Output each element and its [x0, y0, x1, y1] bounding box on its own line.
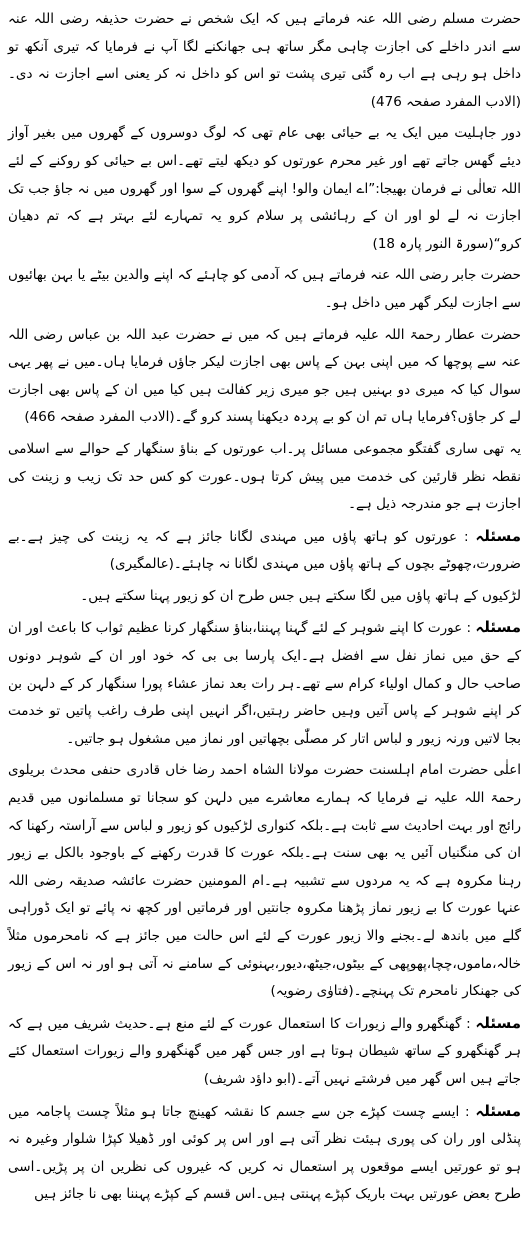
paragraph [8, 1010, 521, 1094]
paragraph-text: : گھنگھرو والے زیورات کا استعمال عورت کے لئے منع ہے۔حدیث شریف میں ہے کہ ہر گھنگھرو کے ساتھ شیطان ہوتا ہے اور جس گھر میں گھنگھرو والے زیورات استعمال کئے جاتے ہیں اس گھر میں فرشتے نہیں آتے۔(ابو داؤد شریف) [8, 1015, 521, 1087]
issue-heading: مسئلہ [475, 1101, 521, 1120]
paragraph: حضرت مسلم رضی اللہ عنہ فرماتے ہیں کہ ایک شخص نے حضرت حذیفہ رضی اللہ عنہ سے اندر داخلے کی اجازت چاہی مگر ساتھ ہی جھانکنے لگا آپ نے فرمایا کہ تیری آنکھ تو داخل ہو رہی ہے اب رہ گئی تیری پشت تو اس کو داخل نہ کر یعنی اسے اجازت نہ دی۔(الادب المفرد صفحہ 476) [8, 11, 521, 110]
paragraph [8, 614, 521, 753]
paragraph: دور جاہلیت میں ایک یہ بے حیائی بھی عام تھی کہ لوگ دوسروں کے گھروں میں بغیر آواز دیئے گھس جاتے تھے اور غیر محرم عورتوں کو دیکھ لیتے تھے۔اس بے حیائی کو روکنے کے لئے اللہ تعالٰی نے فرمان بھیجا:”اے ایمان والو! اپنے گھروں کے سوا اور گھروں میں نہ جاؤ جب تک اجازت نہ لے لو اور ان کے رہائشی پر سلام کرو یہ تمہارے لئے بہتر ہے کہ تم دھیان کرو“(سورۃ النور پارہ 18) [8, 125, 521, 252]
paragraph-text: : عورتوں کو ہاتھ پاؤں میں مہندی لگانا جائز ہے کہ یہ زینت کی چیز ہے۔بے ضرورت،چھوٹے بچوں کے ہاتھ پاؤں میں مہندی لگانا نہ چاہئے۔(عالمگیری) [8, 528, 521, 573]
issue-heading: مسئلہ [475, 618, 521, 637]
paragraph-text: : ایسے چست کپڑے جن سے جسم کا نقشہ کھینچ جاتا ہو مثلاً چست پاجامہ میں پنڈلی اور ران کی پوری ہیئت نظر آتی ہے اور اس پر کوئی اور ڈھیلا کپڑا شلوار وغیرہ نہ ہو تو عورتیں ایسے موقعوں پر استعمال نہ کریں کہ غیروں کی نظریں ان پر پڑیں۔اسی طرح بعض عورتیں بہت باریک کپڑے پہنتی ہیں۔اس قسم کے کپڑے پہننا بھی نا جائز ہیں [8, 1103, 521, 1203]
issue-heading: مسئلہ [475, 1013, 521, 1032]
paragraph: حضرت جابر رضی اللہ عنہ فرماتے ہیں کہ آدمی کو چاہئے کہ اپنے والدین بیٹے یا بہن بھائیوں سے اجازت لیکر گھر میں داخل ہو۔ [8, 267, 521, 311]
paragraph [8, 523, 521, 579]
paragraph-text: : عورت کا اپنے شوہر کے لئے گہنا پہننا،بناؤ سنگھار کرنا عظیم ثواب کا باعث اور ان کے حق میں نماز نفل سے افضل ہے۔ایک پارسا بی بی کہ خود اور ان کے شوہر دونوں صاحب حال و کمال اولیاء کرام سے تھے۔ہر رات بعد نماز عشاء پورا سنگھار کر کے دلہن بن کر اپنے شوہر کے پاس آتیں وہیں حاضر رہتیں،اگر انہیں اپنی طرف راغب پاتیں تو خدمت بجا لاتیں ورنہ زیور و لباس اتار کر مصلّٰی بچھاتیں اور نماز میں مشغول ہو جاتیں۔ [8, 620, 521, 747]
paragraph [8, 1098, 521, 1209]
paragraph: حضرت عطار رحمۃ اللہ علیہ فرماتے ہیں کہ میں نے حضرت عبد اللہ بن عباس رضی اللہ عنہ سے پوچھا کہ میں اپنی بہن کے پاس بھی اجازت لیکر جاؤں فرمایا ہاں۔میں نے پھر یہی سوال کیا کہ میری دو بہنیں ہیں جو میری زیر کفالت ہیں کیا میں ان کے پاس بھی اجازت لے کر جاؤں؟فرمایا ہاں تم ان کو بے پردہ دیکھنا پسند کرو گے۔(الادب المفرد صفحہ 466) [8, 326, 521, 426]
paragraph: یہ تھی ساری گفتگو مجموعی مسائل پر۔اب عورتوں کے بناؤ سنگھار کے حوالے سے اسلامی نقطہ نظر قارئین کی خدمت میں پیش کرتا ہوں۔عورت کو کس حد تک زیب و زینت کی اجازت ہے جو مندرجہ ذیل ہے۔ [8, 440, 521, 513]
issue-heading: مسئلہ [475, 526, 521, 545]
paragraph: اعلٰی حضرت امام اہلسنت حضرت مولانا الشاہ احمد رضا خاں قادری حنفی محدث بریلوی رحمۃ اللہ علیہ نے فرمایا کہ ہمارے معاشرے میں دلہن کو سجانا تو مسلمانوں میں قدیم رائج اور بہت احادیث سے ثابت ہے۔بلکہ کنواری لڑکیوں کو زیور و لباس سے آراستہ رکھنا کہ ان کی منگنیاں آئیں یہ بھی سنت ہے۔بلکہ عورت کا قدرت رکھنے کے باوجود بالکل بے زیور رہنا مکروہ ہے کہ یہ مردوں سے تشبیہ ہے۔ام المومنین حضرت عائشہ صدیقہ رضی اللہ عنہا عورت کا بے زیور نماز پڑھنا مکروہ جانتیں اور فرماتیں اور کچھ نہ پائے تو ایک ڈوراہی گلے میں باندھ لے۔بجنے والا زیور عورت کے لئے اس حالت میں جائز ہے کہ نامحرموں مثلاً خالہ،ماموں،چچا،پھوپھی کے بیٹوں،جیٹھ،دیور،بہنوئی کے سامنے نہ آتی ہو اور نہ اس کے زیور کی جھنکار نامحرم تک پہنچے۔(فتاوٰی رضویہ) [8, 762, 521, 1000]
paragraph: لڑکیوں کے ہاتھ پاؤں میں لگا سکتے ہیں جس طرح ان کو زیور پہنا سکتے ہیں۔ [80, 587, 521, 604]
